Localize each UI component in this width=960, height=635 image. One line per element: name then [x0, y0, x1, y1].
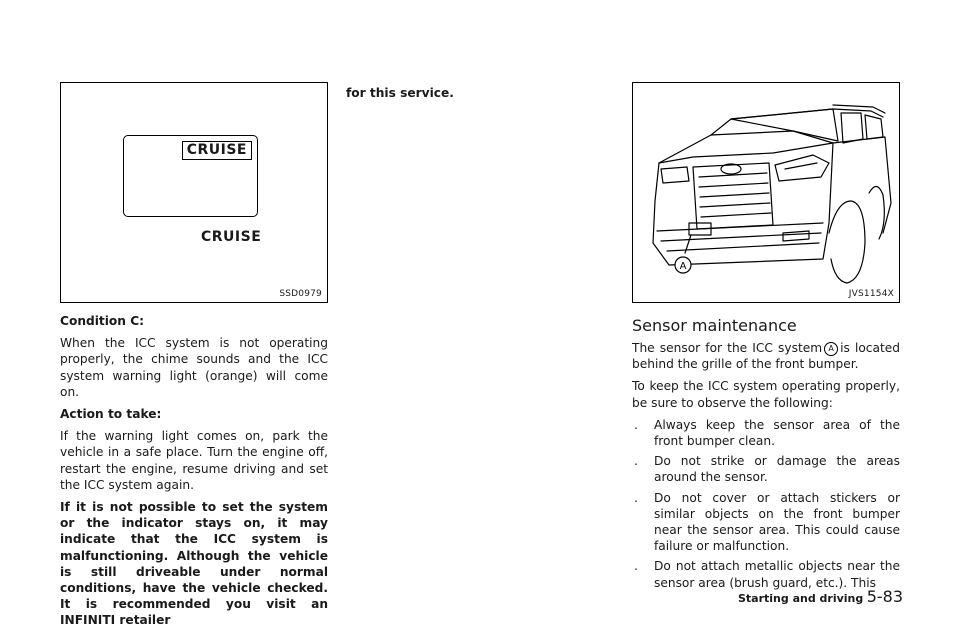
list-item-text: Always keep the sensor area of the front bumper clean. [654, 417, 900, 449]
section-title: Sensor maintenance [632, 316, 797, 335]
list-item [632, 558, 900, 590]
figure-caption-left: SSD0979 [279, 289, 322, 299]
callout-a-inline: A [824, 342, 838, 356]
list-item-text: Do not cover or attach stickers or similar objects on the front bumper near the sensor area. This could cause failure or malfunction. [654, 490, 900, 554]
maintenance-list [632, 417, 900, 591]
meter-display-box [123, 135, 258, 217]
bullet-dot: . [634, 417, 638, 432]
right-text-column [632, 340, 900, 595]
sensor-intro-before: The sensor for the ICC system [632, 341, 823, 355]
callout-a-label: A [679, 261, 687, 272]
list-item-text: Do not strike or damage the areas around the sensor. [654, 454, 900, 485]
action-heading: Action to take: [60, 407, 162, 422]
cruise-indicator-boxed: CRUISE [182, 141, 252, 160]
list-item [632, 453, 900, 485]
sensor-para-2: To keep the ICC system operating properly, be sure to observe the following: [632, 379, 900, 410]
footer-section-name: Starting and driving [738, 592, 864, 605]
list-item [632, 417, 900, 449]
vehicle-sensor-figure [632, 82, 900, 303]
sensor-intro [632, 340, 900, 372]
bullet-dot: . [634, 454, 638, 469]
condition-heading: Condition C: [60, 314, 145, 328]
vehicle-front-illustration [633, 83, 899, 302]
malfunction-note: If it is not possible to set the system or the indicator stays on, it may indicate that the ICC system is malfunctioning. Although the vehicle is still driveable under normal conditions, have the vehicle checked. It is recommended you visit an INFINITI retailer [60, 500, 328, 628]
sensor-intro-after: is located behind the grille of the front bumper. [632, 341, 900, 372]
page-number: 5-83 [866, 587, 903, 606]
middle-text-column [346, 85, 614, 107]
action-text: If the warning light comes on, park the vehicle in a safe place. Turn the engine off, restart the engine, resume driving and set the ICC system again. [60, 429, 328, 492]
list-item-text: Do not attach metallic objects near the sensor area (brush guard, etc.). This [654, 559, 900, 590]
bullet-dot: . [634, 559, 638, 574]
cruise-indicator-plain: CRUISE [201, 229, 262, 245]
bullet-dot: . [634, 490, 638, 505]
condition-text: When the ICC system is not operating properly, the chime sounds and the ICC system warning light (orange) will come on. [60, 336, 328, 399]
page-footer [738, 587, 903, 606]
list-item [632, 490, 900, 555]
cruise-indicator-figure [60, 82, 328, 303]
left-text-column [60, 313, 328, 635]
continuation-text: for this service. [346, 86, 454, 100]
figure-caption-right: JVS1154X [848, 289, 894, 299]
